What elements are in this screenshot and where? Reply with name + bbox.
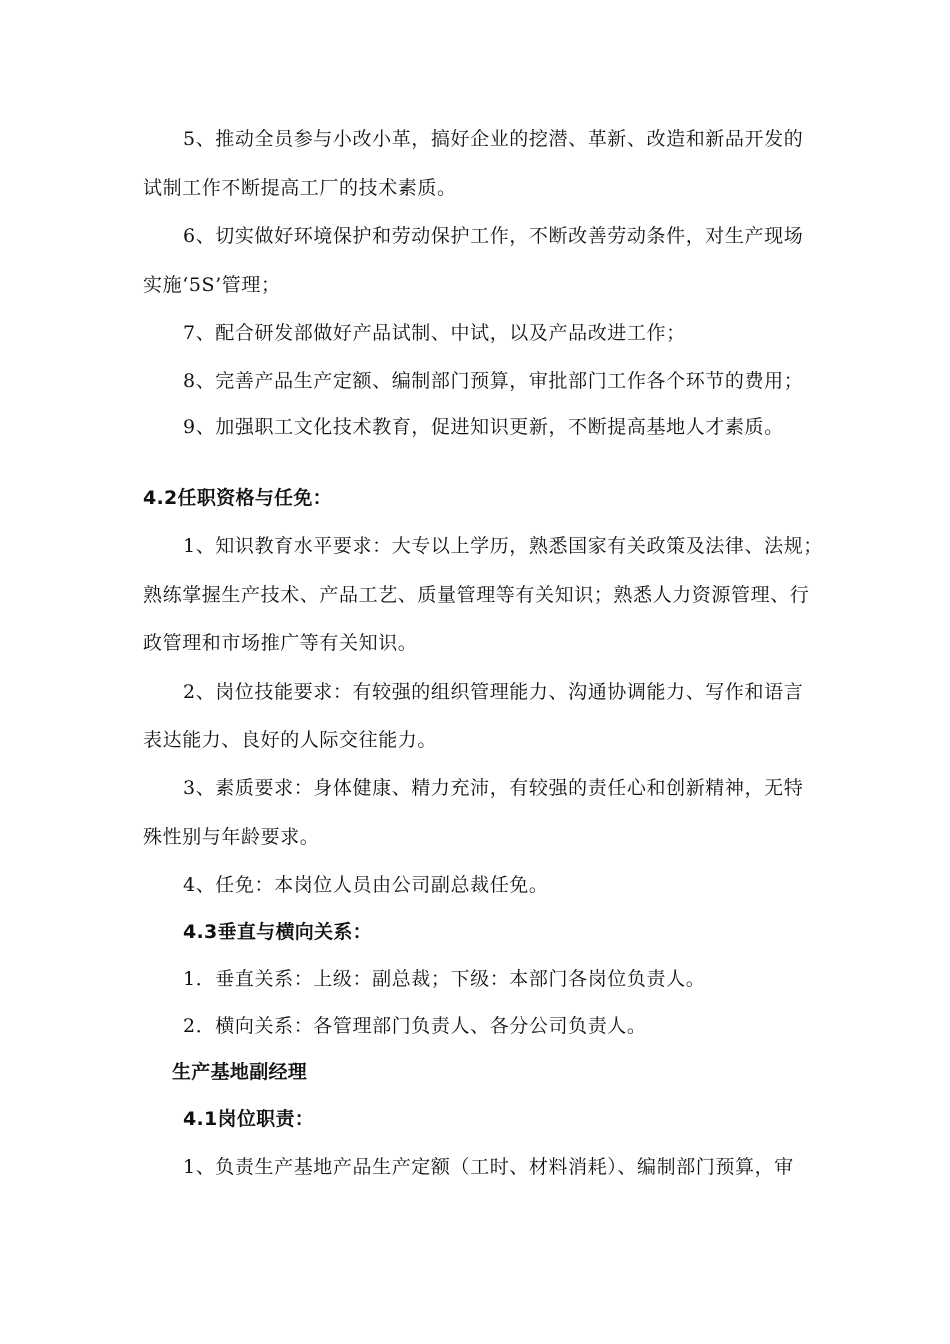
qualification-4: 4、任免：本岗位人员由公司副总裁任免。 [183,874,549,896]
section-4-2-heading: 4.2任职资格与任免： [143,487,332,509]
item-6-line-2: 实施‘5S’管理； [143,274,281,296]
qualification-2-line-2: 表达能力、良好的人际交往能力。 [143,729,438,751]
qualification-1-line-1: 1、知识教育水平要求：大专以上学历，熟悉国家有关政策及法律、法规； [183,535,823,557]
item-6-line-1: 6、切实做好环境保护和劳动保护工作，不断改善劳动条件，对生产现场 [183,225,804,247]
qualification-3-line-1: 3、素质要求：身体健康、精力充沛，有较强的责任心和创新精神，无特 [183,777,804,799]
qualification-1-line-3: 政管理和市场推广等有关知识。 [143,632,418,654]
item-5-line-1: 5、推动全员参与小改小革，搞好企业的挖潜、革新、改造和新品开发的 [183,128,804,150]
item-7: 7、配合研发部做好产品试制、中试，以及产品改进工作； [183,322,686,344]
item-5-line-2: 试制工作不断提高工厂的技术素质。 [143,177,457,199]
section-4-3-heading: 4.3垂直与横向关系： [183,921,372,943]
duty-1-line-1: 1、负责生产基地产品生产定额（工时、材料消耗）、编制部门预算，审 [183,1156,794,1178]
relation-horizontal: 2．横向关系：各管理部门负责人、各分公司负责人。 [183,1015,647,1037]
deputy-manager-title: 生产基地副经理 [172,1061,308,1083]
item-8: 8、完善产品生产定额、编制部门预算，审批部门工作各个环节的费用； [183,370,804,392]
item-9: 9、加强职工文化技术教育，促进知识更新，不断提高基地人才素质。 [183,416,784,438]
qualification-3-line-2: 殊性别与年龄要求。 [143,826,320,848]
relation-vertical: 1．垂直关系：上级：副总裁；下级：本部门各岗位负责人。 [183,968,706,990]
section-4-1-heading: 4.1岗位职责： [183,1108,315,1130]
qualification-1-line-2: 熟练掌握生产技术、产品工艺、质量管理等有关知识；熟悉人力资源管理、行 [143,584,810,606]
qualification-2-line-1: 2、岗位技能要求：有较强的组织管理能力、沟通协调能力、写作和语言 [183,681,804,703]
